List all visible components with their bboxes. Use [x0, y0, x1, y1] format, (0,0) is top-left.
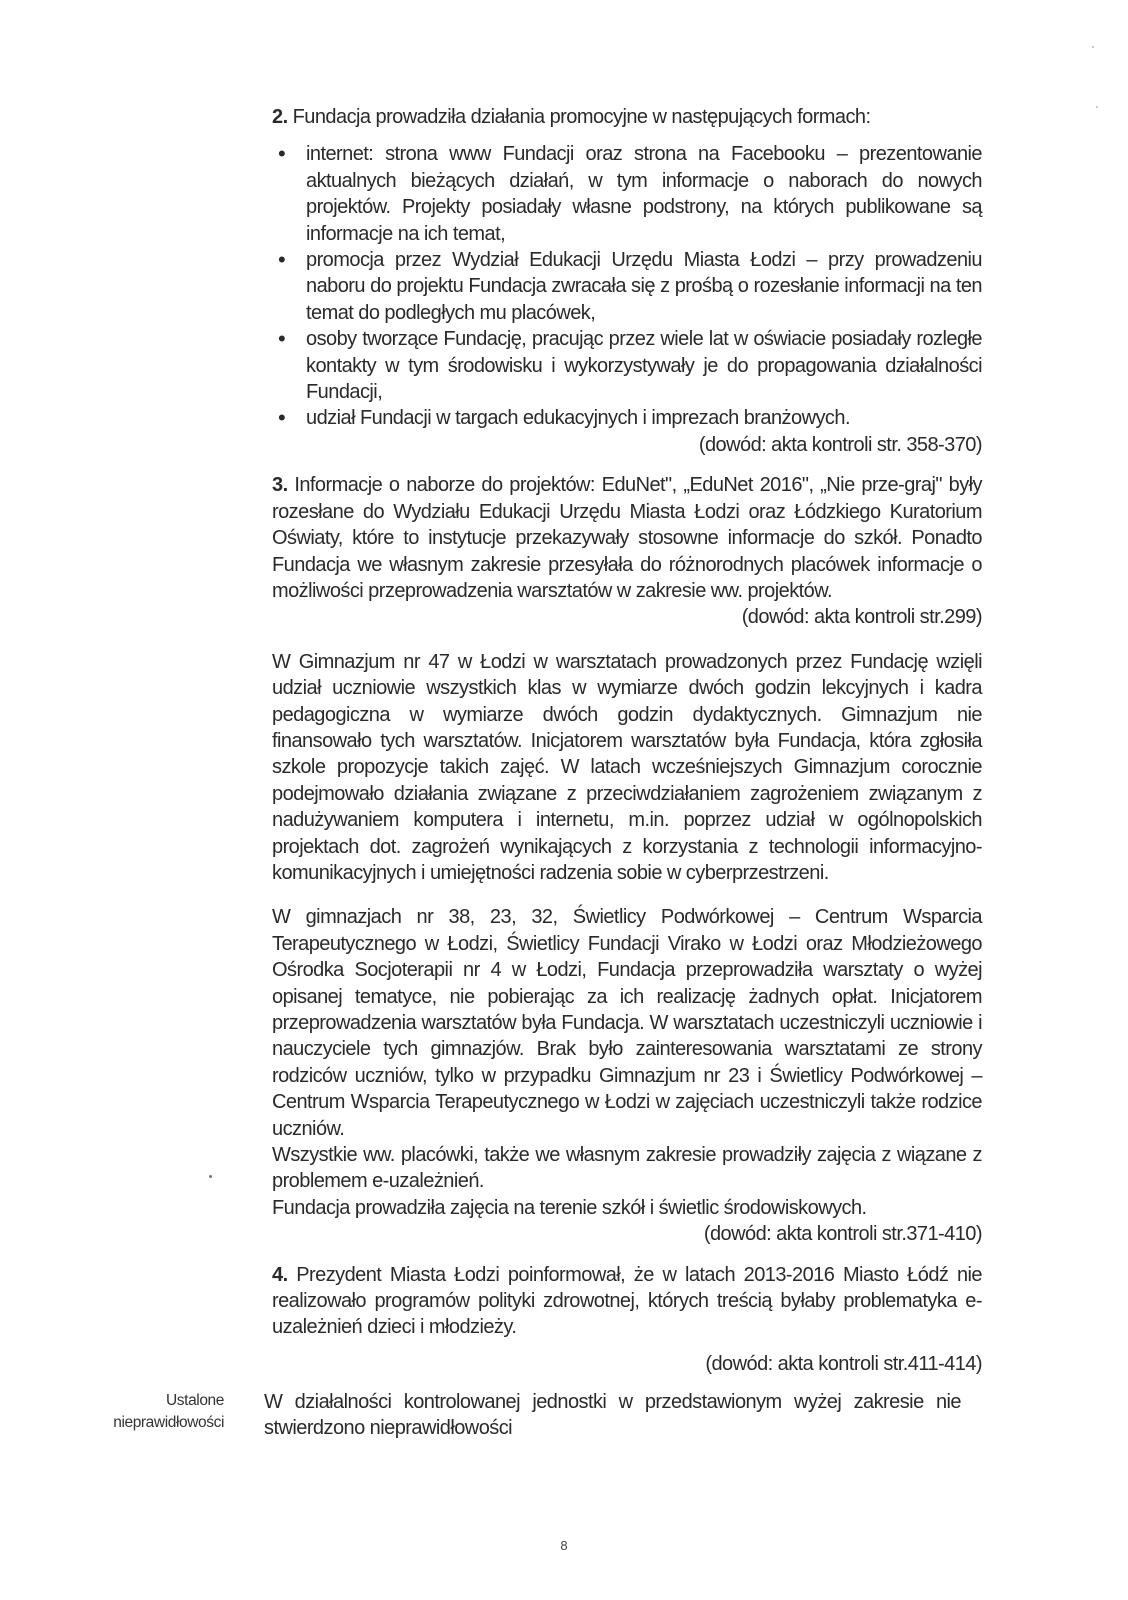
- page-number: 8: [560, 1538, 568, 1553]
- list-item: • udział Fundacji w targach edukacyjnych i imprezach branżowych.: [272, 405, 982, 431]
- evidence-reference: (dowód: akta kontroli str.371-410): [703, 1223, 982, 1246]
- all-institutions-paragraph: Wszystkie ww. placówki, także we własnym zakresie prowadziły zajęcia z wiązane z problemem e-uzależnień.: [272, 1144, 982, 1193]
- list-item: • internet: strona www Fundacji oraz strona na Facebooku – prezentowanie aktualnych bieżących działań, w tym informacje o naborach do nowych projektów. Projekty posiadały własne podstrony, na których publikowane są informacje na ich temat,: [272, 141, 982, 247]
- document-body: [272, 104, 982, 1377]
- scan-speck: [209, 1175, 212, 1178]
- list-item: • osoby tworzące Fundację, pracując przez wiele lat w oświacie posiadały rozległe kontakty w tym środowisku i wykorzystywały je do propagowania działalności Fundacji,: [272, 326, 982, 405]
- list-item: • promocja przez Wydział Edukacji Urzędu Miasta Łodzi – przy prowadzeniu naboru do projektu Fundacja zwracała się z prośbą o rozesłanie informacji na ten temat do podległych mu placówek,: [272, 247, 982, 326]
- section-3-text: Informacje o naborze do projektów: EduNet", „EduNet 2016", „Nie prze-graj" były rozesłane do Wydziału Edukacji Urzędu Miasta Łodzi oraz Łódzkiego Kuratorium Oświaty, które to instytucje przekazywały stosowne informacje do szkół. Ponadto Fundacja we własnym zakresie przesyłała do różnorodnych placówek informacje o możliwości przeprowadzenia warsztatów w zakresie ww. projektów.: [272, 474, 982, 602]
- section-3-paragraph: [272, 472, 982, 604]
- evidence-reference: (dowód: akta kontroli str. 358-370): [698, 433, 982, 456]
- section-2-intro-text: Fundacja prowadziła działania promocyjne w następujących formach:: [292, 106, 871, 128]
- section-4-number: 4.: [272, 1263, 288, 1286]
- findings-margin-label: [100, 1390, 224, 1434]
- margin-label-line: Ustalone: [166, 1392, 224, 1409]
- section-3-number: 3.: [272, 474, 288, 497]
- margin-label-line: nieprawidłowości: [113, 1414, 224, 1431]
- scan-speck: [1096, 106, 1098, 108]
- promotion-forms-list: [272, 141, 982, 431]
- findings-text: W działalności kontrolowanej jednostki w przedstawionym wyżej zakresie nie stwierdzono nieprawidłowości: [264, 1391, 961, 1440]
- evidence-reference: (dowód: akta kontroli str.299): [741, 606, 982, 629]
- gimnazjum-47-paragraph: W Gimnazjum nr 47 w Łodzi w warsztatach prowadzonych przez Fundację wzięli udział uczniowie wszystkich klas w wymiarze dwóch godzin lekcyjnych i kadra pedagogiczna w wymiarze dwóch godzin dydaktycznych. Gimnazjum nie finansowało tych warsztatów. Inicjatorem warsztatów była Fundacja, która zgłosiła szkole propozycje takich zajęć. W latach wcześniejszych Gimnazjum corocznie podejmowało działania związane z przeciwdziałaniem zagrożeniem związanym z nadużywaniem komputera i internetu, m.in. poprzez udział w ogólnopolskich projektach dot. zagrożeń wynikających z korzystania z technologii informacyjno-komunikacyjnych i umiejętności radzenia sobie w cyberprzestrzeni.: [272, 650, 982, 884]
- gimnazja-paragraph: W gimnazjach nr 38, 23, 32, Świetlicy Podwórkowej – Centrum Wsparcia Terapeutycznego w Łodzi, Świetlicy Fundacji Virako w Łodzi oraz Młodzieżowego Ośrodka Socjoterapii nr 4 w Łodzi, Fundacja przeprowadziła warsztaty o wyżej opisanej tematyce, nie pobierając za ich realizację żadnych opłat. Inicjatorem przeprowadzenia warsztatów była Fundacja. W warsztatach uczestniczyli uczniowie i nauczyciele tych gimnazjów. Brak było zainteresowania warsztatami ze strony rodziców uczniów, tylko w przypadku Gimnazjum nr 23 i Świetlicy Podwórkowej – Centrum Wsparcia Terapeutycznego w Łodzi w zajęciach uczestniczyli także rodzice uczniów.: [272, 906, 982, 1140]
- foundation-activity-paragraph: Fundacja prowadziła zajęcia na terenie szkół i świetlic środowiskowych.: [272, 1196, 867, 1219]
- section-4-text: Prezydent Miasta Łodzi poinformował, że w latach 2013-2016 Miasto Łódź nie realizowało programów polityki zdrowotnej, których treścią byłaby problematyka e-uzależnień dzieci i młodzieży.: [272, 1263, 982, 1339]
- section-2-number: 2.: [272, 106, 288, 128]
- scan-speck: [1092, 46, 1094, 48]
- evidence-reference: (dowód: akta kontroli str.411-414): [705, 1352, 982, 1375]
- section-4-paragraph: [272, 1262, 982, 1341]
- section-2-intro: [272, 104, 982, 130]
